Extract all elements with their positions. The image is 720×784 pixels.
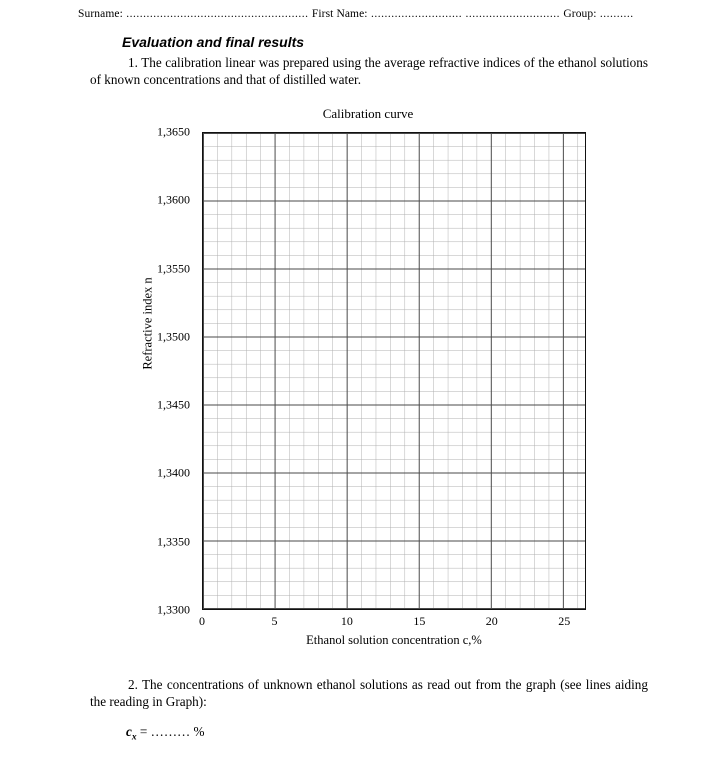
group-label: Group:	[563, 8, 597, 20]
y-axis-tick-labels	[118, 124, 196, 617]
y-tick-label: 1,3300	[157, 602, 190, 617]
y-tick-label: 1,3450	[157, 397, 190, 412]
y-tick-label: 1,3350	[157, 534, 190, 549]
group-blank: ..........	[596, 8, 634, 20]
plot-area	[202, 132, 586, 610]
cx-subscript: x	[131, 732, 137, 743]
firstname-blank: ........................... ............................	[367, 8, 564, 20]
cx-result-line	[126, 724, 205, 743]
x-tick-label: 25	[558, 614, 571, 628]
surname-label: Surname:	[78, 8, 123, 20]
x-tick-label: 5	[271, 614, 278, 628]
paragraph-two: 2. The concentrations of unknown ethanol solutions as read out from the graph (see lines aiding the reading in Graph):	[90, 677, 648, 709]
firstname-label: First Name:	[311, 8, 368, 20]
cx-blank-value: = ……… %	[136, 724, 205, 739]
section-heading: Evaluation and final results	[122, 34, 305, 50]
y-axis-title: Refractive index n	[140, 277, 155, 370]
x-tick-label: 20	[485, 614, 498, 628]
student-info-header	[78, 8, 648, 20]
y-tick-label: 1,3500	[157, 329, 190, 344]
grid-lines	[203, 133, 585, 609]
y-tick-label: 1,3550	[157, 261, 190, 276]
paragraph-one: 1. The calibration linear was prepared using the average refractive indices of the ethanol solutions of known concentrations and that of distilled water.	[90, 55, 648, 87]
y-tick-label: 1,3650	[157, 124, 190, 139]
x-tick-label: 10	[340, 614, 353, 628]
chart-title: Calibration curve	[322, 106, 414, 121]
x-tick-label: 15	[413, 614, 426, 628]
y-tick-label: 1,3400	[157, 465, 190, 480]
calibration-chart	[118, 106, 618, 654]
x-tick-label: 0	[199, 614, 205, 628]
y-tick-label: 1,3600	[157, 192, 190, 207]
cx-symbol: c	[126, 724, 132, 739]
surname-blank: ......................................................	[122, 8, 312, 20]
x-axis-title: Ethanol solution concentration c,%	[306, 633, 482, 647]
x-axis-tick-labels	[199, 614, 586, 632]
